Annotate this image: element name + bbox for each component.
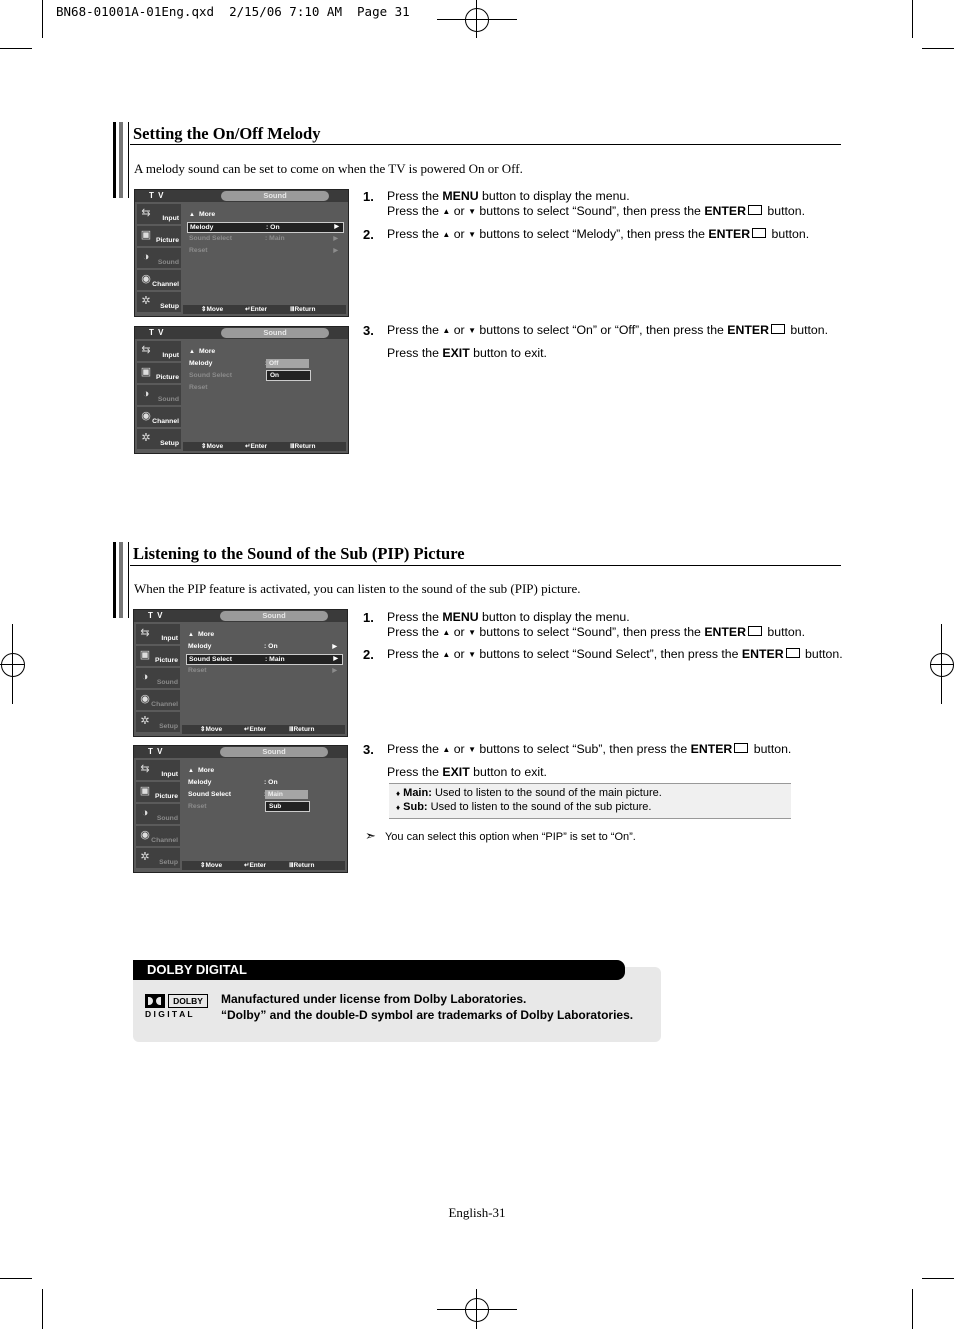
osd-sidebar-item: ◑ Sound [136,668,180,688]
osd-menu-row: ▲ More [188,631,215,638]
page-number: English-31 [448,1205,506,1220]
osd-tv-label: T V [149,191,165,200]
osd-sidebar-item: ◑ Sound [137,385,181,405]
osd-menu-row: Reset ▶ [189,247,338,254]
osd-menu-row: ▲ More [189,348,216,355]
osd-menu-icon: ⇆ [141,344,151,356]
down-arrow-icon: ▼ [468,745,476,754]
osd-menu-icon: ◑ [141,671,149,683]
crop-mark [922,48,954,49]
osd-menu-row: Reset ▶ [188,667,337,674]
osd-tv-label: T V [148,611,164,620]
osd-tv-label: T V [149,328,165,337]
osd-menu-title: Sound [220,611,328,621]
enter-icon [771,324,785,334]
osd-sidebar [137,341,181,449]
osd-sidebar-item: ✲ Setup [137,292,181,312]
enter-icon [748,205,762,215]
up-arrow-icon: ▲ [442,628,451,637]
enter-icon [734,743,748,753]
crop-mark [0,1278,32,1279]
osd-sidebar-item: ▣ Picture [136,782,180,802]
osd-menu-icon: ◑ [141,807,149,819]
osd-menu-icon: ▣ [139,785,151,797]
crop-mark [922,1278,954,1279]
section-title: Listening to the Sound of the Sub (PIP) Picture [133,544,465,563]
tv-menu-screenshot [134,326,349,454]
osd-sidebar [137,204,181,312]
osd-menu-row: Sound Select : Main ▶ [186,654,343,665]
osd-menu-title: Sound [220,747,328,757]
osd-menu-icon: ⇆ [141,207,151,219]
tv-menu-screenshot [133,745,348,873]
osd-menu-row: Reset [189,384,208,391]
dolby-license-text: Manufactured under license from Dolby Laboratories. “Dolby” and the double-D symbol are trademarks of Dolby Laboratories. [221,992,634,1022]
osd-sidebar-item: ◑ Sound [137,248,181,268]
osd-sidebar-item: ▣ Picture [137,363,181,383]
section-bar [113,122,129,198]
section-rule [130,565,841,566]
osd-menu-row: Reset [188,803,207,810]
enter-icon [752,228,766,238]
osd-menu-icon: ✲ [140,851,150,863]
osd-sidebar-item: ◉ Channel [137,407,181,427]
osd-help-bar: ⇕Move ↵Enter ⅢReturn [183,442,346,451]
registration-mark [1,653,25,677]
dolby-logo: DOLBY D I G I T A L [145,994,211,1020]
osd-sidebar-item: ⇆ Input [137,341,181,361]
down-arrow-icon: ▼ [468,326,476,335]
osd-sidebar-item: ⇆ Input [136,760,180,780]
up-arrow-icon: ▲ [442,207,451,216]
osd-menu-icon: ⇆ [140,763,150,775]
crop-mark [912,1289,913,1329]
osd-menu-row: Melody : On ▶ [188,643,337,650]
osd-menu-row: ▲ More [189,211,216,218]
section-intro: When the PIP feature is activated, you can listen to the sound of the sub (PIP) picture. [134,581,581,596]
osd-menu-row: Sound Select [189,372,233,379]
crop-mark [42,0,43,38]
down-arrow-icon: ▼ [468,650,476,659]
osd-menu-icon: ✲ [141,432,151,444]
osd-menu-title: Sound [221,191,329,201]
osd-sidebar-item: ◉ Channel [136,826,180,846]
up-arrow-icon: ▲ [442,745,451,754]
osd-menu-icon: ▣ [140,229,152,241]
osd-menu-icon: ◉ [141,410,151,422]
osd-sidebar-item: ◑ Sound [136,804,180,824]
osd-menu-row: Melody [189,360,213,367]
osd-help-bar: ⇕Move ↵Enter ⅢReturn [183,305,346,314]
section-title: Setting the On/Off Melody [133,124,321,143]
osd-menu-icon: ◉ [140,829,150,841]
osd-sidebar-item: ◉ Channel [137,270,181,290]
down-arrow-icon: ▼ [468,207,476,216]
registration-mark [465,1298,489,1322]
double-d-icon [145,994,165,1008]
section-bar [113,542,129,618]
arrow-icon: ➣ [365,828,376,843]
osd-menu-icon: ◑ [142,251,150,263]
section-rule [130,144,841,145]
section-intro: A melody sound can be set to come on when the TV is powered On or Off. [134,161,523,176]
osd-menu-row: Sound Select : Main ▶ [189,235,338,242]
osd-menu-row: Melody : On [188,779,278,786]
osd-menu-row: ▲ More [188,767,215,774]
crop-mark [912,0,913,38]
osd-sidebar [136,624,180,732]
osd-menu-row: Sound Select [188,791,232,798]
osd-option: On [266,370,311,381]
osd-help-bar: ⇕Move ↵Enter ⅢReturn [182,861,345,870]
enter-icon [748,626,762,636]
osd-sidebar-item: ⇆ Input [137,204,181,224]
osd-sidebar-item: ✲ Setup [136,848,180,868]
osd-menu-icon: ✲ [140,715,150,727]
down-arrow-icon: ▼ [468,230,476,239]
osd-option: Off [266,359,309,368]
osd-sidebar-item: ⇆ Input [136,624,180,644]
file-header: BN68-01001A-01Eng.qxd 2/15/06 7:10 AM Page 31 [56,4,410,19]
osd-menu-icon: ⇆ [140,627,150,639]
registration-mark [465,8,489,32]
crop-mark [0,48,32,49]
osd-menu-icon: ◉ [141,273,151,285]
osd-menu-icon: ▣ [140,366,152,378]
osd-sidebar-item: ▣ Picture [136,646,180,666]
osd-sidebar-item: ▣ Picture [137,226,181,246]
note-sub: ♦ Sub: Used to listen to the sound of the sub picture. [396,801,652,813]
up-arrow-icon: ▲ [442,230,451,239]
osd-sidebar-item: ✲ Setup [137,429,181,449]
osd-tv-label: T V [148,747,164,756]
osd-menu-icon: ▣ [139,649,151,661]
osd-option: Sub [265,801,310,812]
osd-sidebar-item: ◉ Channel [136,690,180,710]
osd-sidebar [136,760,180,868]
osd-help-bar: ⇕Move ↵Enter ⅢReturn [182,725,345,734]
osd-sidebar-item: ✲ Setup [136,712,180,732]
osd-menu-icon: ◑ [142,388,150,400]
registration-mark [930,653,954,677]
crop-mark [42,1289,43,1329]
up-arrow-icon: ▲ [442,650,451,659]
dolby-heading: DOLBY DIGITAL [133,960,625,980]
osd-menu-row: Melody : On ▶ [187,222,344,233]
enter-icon [786,648,800,658]
osd-menu-icon: ◉ [140,693,150,705]
tv-menu-screenshot [134,189,349,317]
option-notes [389,783,791,819]
tip-note: ➣ You can select this option when “PIP” is set to “On”. [365,828,636,843]
osd-option: Main [265,790,308,799]
down-arrow-icon: ▼ [468,628,476,637]
osd-menu-title: Sound [221,328,329,338]
tv-menu-screenshot [133,609,348,737]
osd-menu-icon: ✲ [141,295,151,307]
up-arrow-icon: ▲ [442,326,451,335]
note-main: ♦ Main: Used to listen to the sound of the main picture. [396,787,662,799]
